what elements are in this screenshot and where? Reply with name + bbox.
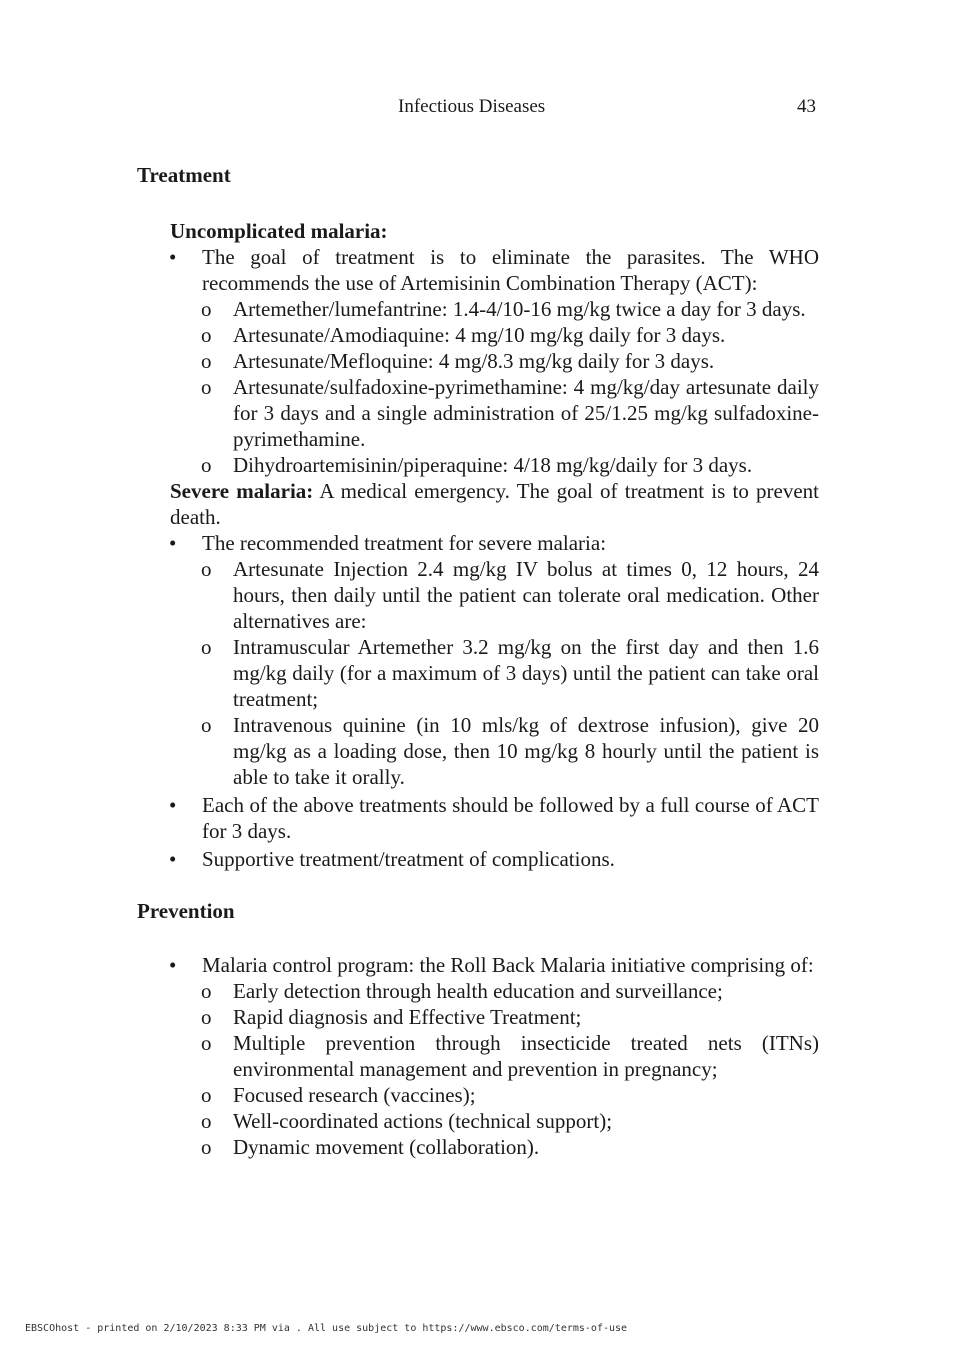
sub-list-item: o Artesunate/Mefloquine: 4 mg/8.3 mg/kg daily for 3 days. [233, 348, 819, 374]
list-item: • Malaria control program: the Roll Back Malaria initiative comprising of: [202, 952, 819, 978]
severe-malaria-label: Severe malaria: [170, 479, 314, 503]
list-item: • Each of the above treatments should be followed by a full course of ACT for 3 days. [202, 792, 819, 844]
sub-list-item: o Artemether/lumefantrine: 1.4-4/10-16 mg/kg twice a day for 3 days. [233, 296, 819, 322]
sub-list-item: o Multiple prevention through insecticide treated nets (ITNs) environmental management and prevention in pregnancy; [233, 1030, 819, 1082]
prevention-list [137, 952, 819, 1160]
sub-list-item: o Rapid diagnosis and Effective Treatment; [233, 1004, 819, 1030]
sub-list-item: o Well-coordinated actions (technical support); [233, 1108, 819, 1134]
print-footer: EBSCOhost - printed on 2/10/2023 8:33 PM via . All use subject to https://www.ebsco.com/terms-of-use [25, 1323, 628, 1334]
uncomplicated-list [137, 244, 819, 478]
severe-malaria-paragraph [170, 478, 819, 530]
sub-list-item: o Intravenous quinine (in 10 mls/kg of dextrose infusion), give 20 mg/kg as a loading dose, then 10 mg/kg 8 hourly until the patient is able to take it orally. [233, 712, 819, 790]
treatment-heading: Treatment [137, 163, 231, 187]
sub-list-item: o Dynamic movement (collaboration). [233, 1134, 819, 1160]
sub-list-item: o Dihydroartemisinin/piperaquine: 4/18 mg/kg/daily for 3 days. [233, 452, 819, 478]
sub-list-item: o Focused research (vaccines); [233, 1082, 819, 1108]
severe-malaria-text: A medical emergency. The goal of treatment is to prevent death. [170, 479, 820, 529]
page-body [137, 160, 819, 1160]
running-title: Infectious Diseases [398, 96, 546, 117]
sub-list-item: o Intramuscular Artemether 3.2 mg/kg on the first day and then 1.6 mg/kg daily (for a maximum of 3 days) until the patient can take oral treatment; [233, 634, 819, 712]
prevention-heading: Prevention [137, 899, 235, 923]
severe-list [137, 530, 819, 872]
page-number: 43 [797, 96, 816, 117]
sub-list-item: o Early detection through health education and surveillance; [233, 978, 819, 1004]
uncomplicated-malaria-heading: Uncomplicated malaria: [170, 219, 388, 243]
list-item: • Supportive treatment/treatment of complications. [202, 846, 819, 872]
sub-list-item: o Artesunate/Amodiaquine: 4 mg/10 mg/kg daily for 3 days. [233, 322, 819, 348]
list-item: • The recommended treatment for severe malaria: [202, 530, 819, 556]
sub-list-item: o Artesunate/sulfadoxine-pyrimethamine: 4 mg/kg/day artesunate daily for 3 days and a single administration of 25/1.25 mg/kg sulfadoxine-pyrimethamine. [233, 374, 819, 452]
sub-list-item: o Artesunate Injection 2.4 mg/kg IV bolus at times 0, 12 hours, 24 hours, then daily until the patient can tolerate oral medication. Other alternatives are: [233, 556, 819, 634]
list-item: • The goal of treatment is to eliminate the parasites. The WHO recommends the use of Artemisinin Combination Therapy (ACT): [202, 244, 819, 296]
